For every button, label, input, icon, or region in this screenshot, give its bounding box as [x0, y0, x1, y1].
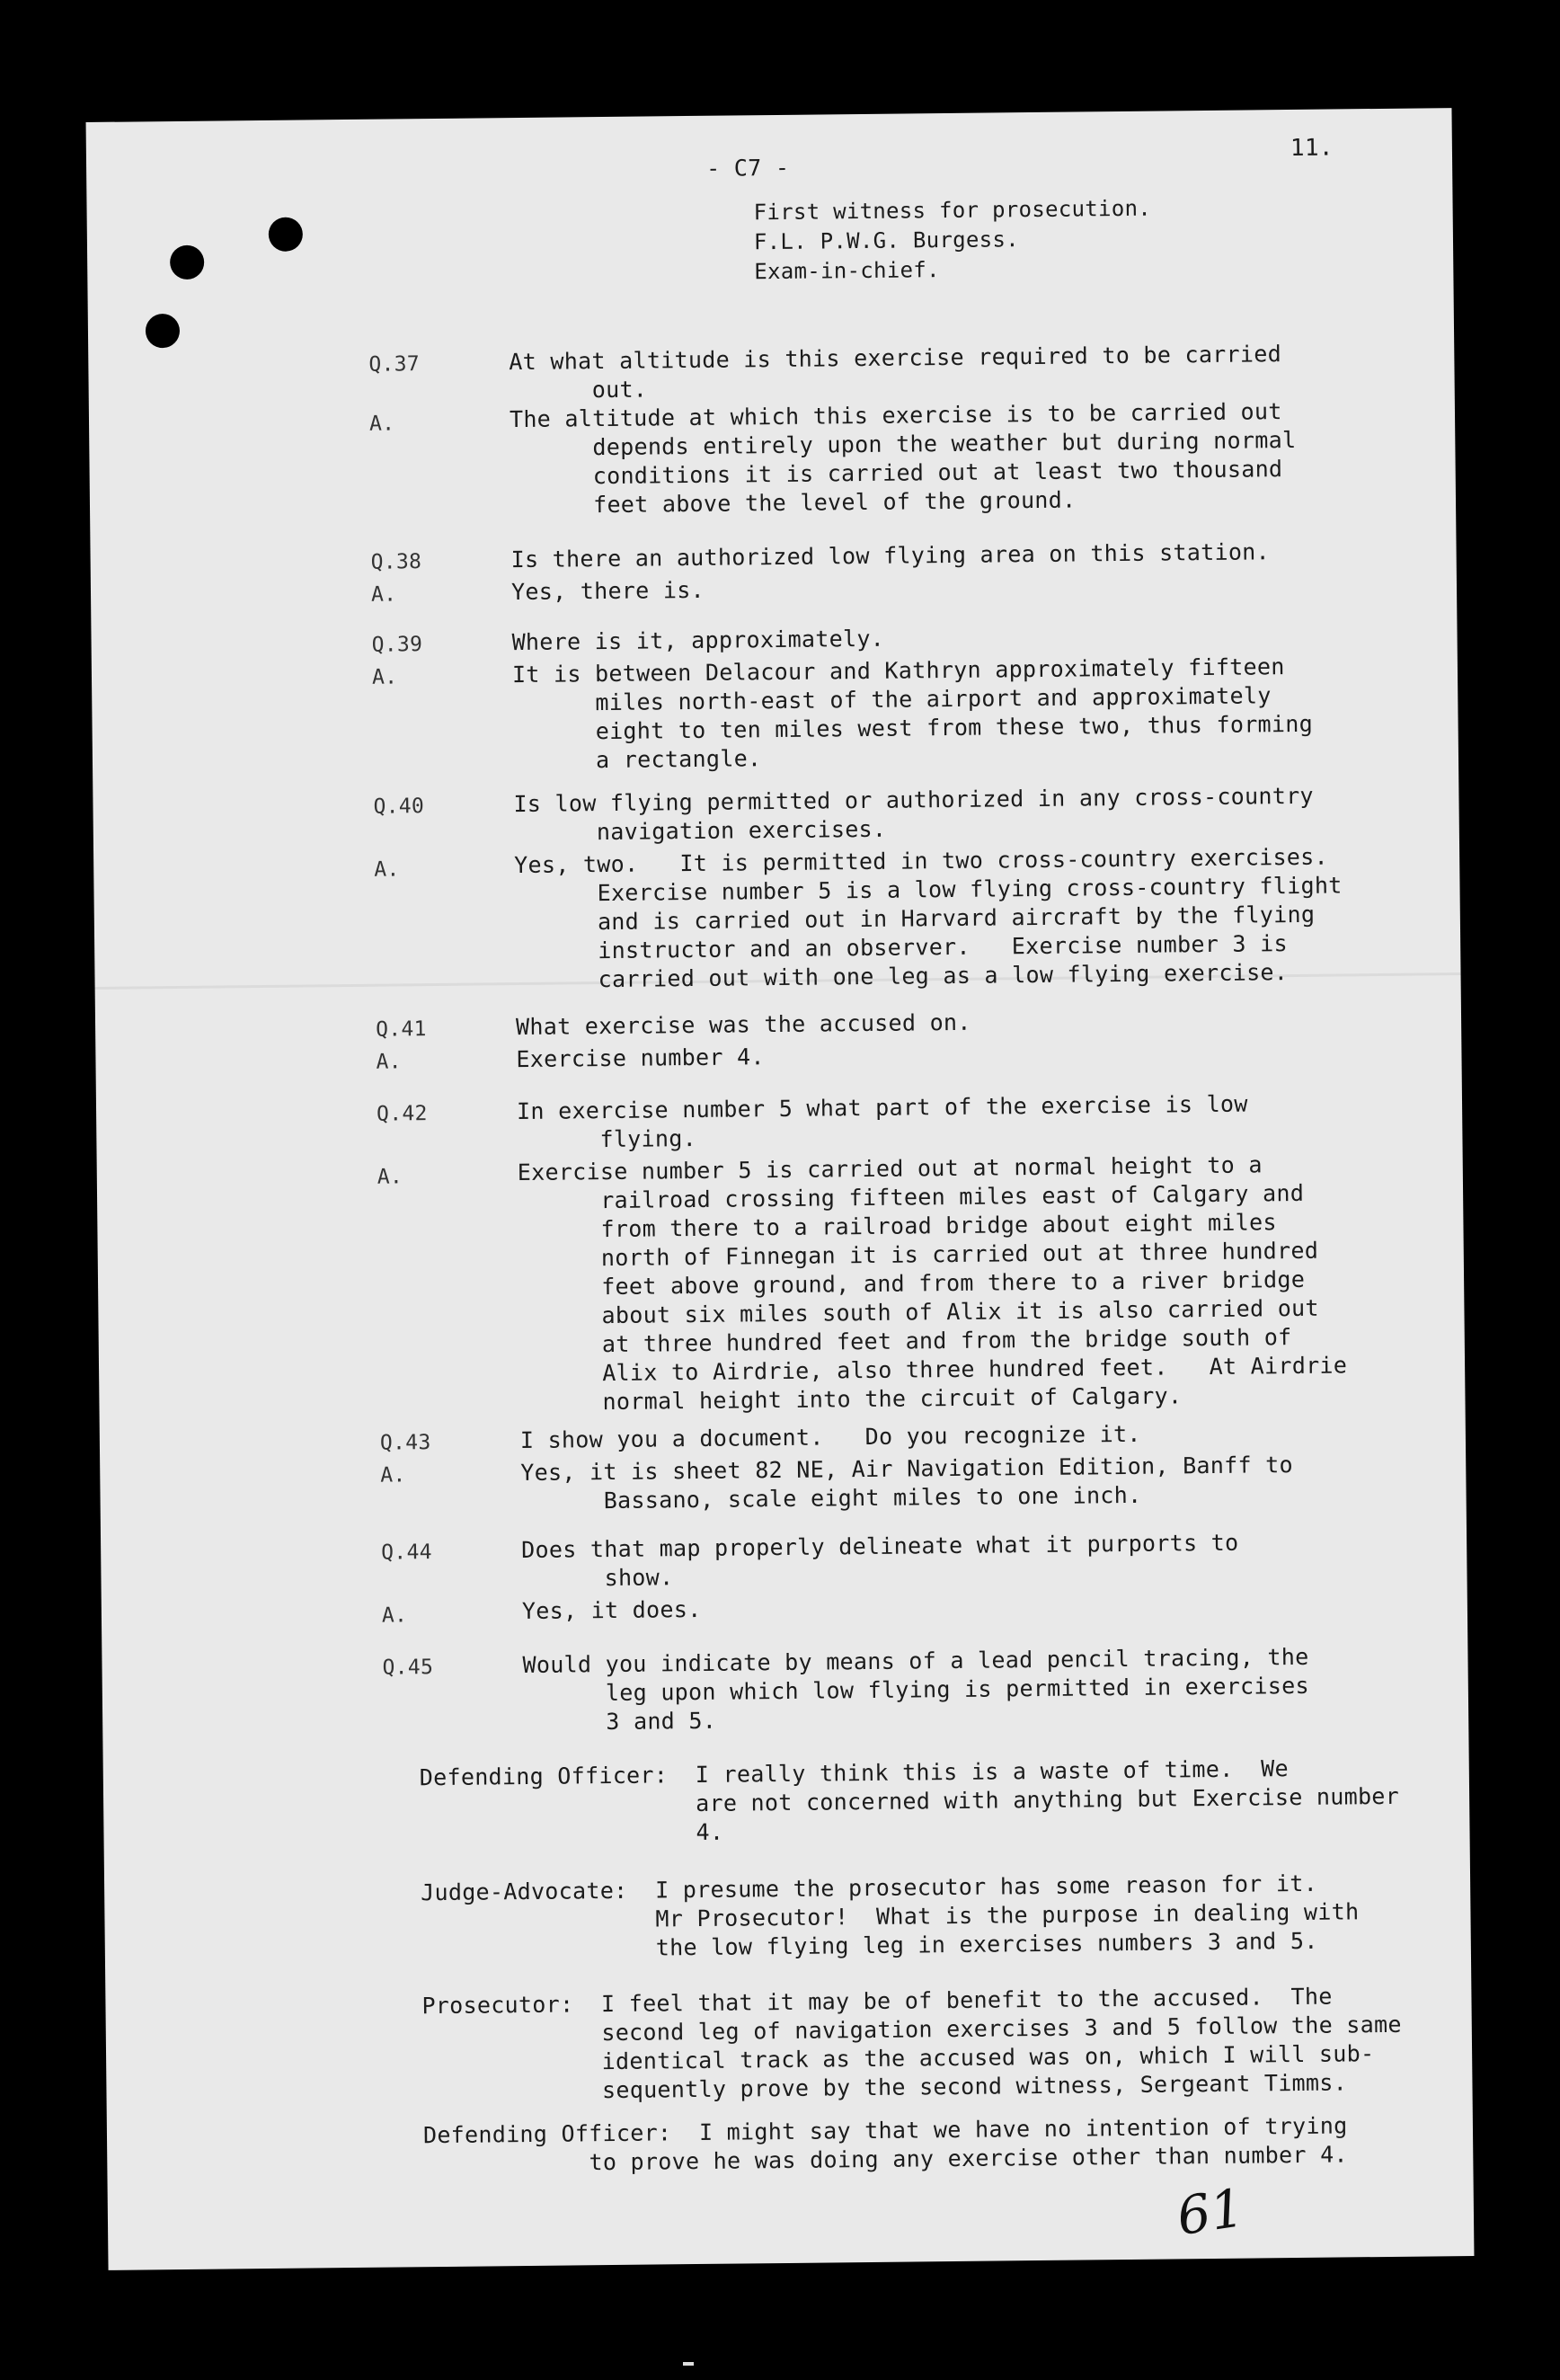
qa-entry-43 [100, 1420, 1466, 1515]
statement-judge-advocate: Judge-Advocate: I presume the prosecutor has some reason for it. Mr Prosecutor! What is the purpose in dealing with the low flying leg in exercises numbers 3 and 5. [421, 1869, 1360, 1964]
witness-line-1: First witness for prosecution. [753, 195, 1152, 226]
qa-entry-41 [95, 1007, 1461, 1074]
question-text: At what altitude is this exercise required to be carried out. [509, 341, 1282, 404]
question-text: I show you a document. Do you recognize it. [519, 1420, 1141, 1454]
witness-line-3: Exam-in-chief. [754, 257, 940, 285]
question-label: Q.41 [375, 1017, 427, 1042]
question-text: Is there an authorized low flying area on this station. [510, 538, 1271, 573]
question-label: Q.43 [379, 1431, 431, 1455]
witness-line-2: F.L. P.W.G. Burgess. [753, 226, 1020, 255]
answer-label: A. [368, 412, 395, 436]
answer-text: Yes, two. It is permitted in two cross-country exercises. Exercise number 5 is a low flying cross-country flight and is carried out in Harvard aircraft by the flying instructor and an observer. Exercise number 3 is carried out with one leg as a low flying exercise. [514, 843, 1343, 994]
question-text: Where is it, approximately. [511, 625, 885, 656]
question-text: Is low flying permitted or authorized in any cross-country navigation exercises. [513, 782, 1314, 847]
qa-entry-44 [101, 1529, 1467, 1628]
answer-label: A. [381, 1603, 408, 1628]
document-page [86, 108, 1475, 2270]
answer-label: A. [371, 665, 398, 689]
answer-label: A. [376, 1050, 402, 1074]
question-label: Q.44 [381, 1541, 432, 1565]
qa-entry-39 [92, 622, 1458, 775]
question-text: Would you indicate by means of a lead pencil tracing, the leg upon which low flying is permitted in exercises 3 and 5. [522, 1643, 1309, 1736]
question-label: Q.37 [368, 352, 421, 377]
question-label: Q.42 [376, 1102, 428, 1126]
question-text: Does that map properly delineate what it purports to show. [521, 1529, 1239, 1593]
statement-defending-officer-1: Defending Officer: I really think this is a waste of time. We are not concerned with anything but Exercise number 4. [419, 1755, 1400, 1849]
witness-heading [753, 194, 1151, 288]
page-label: - C7 - [705, 154, 790, 182]
punch-hole-bottom [146, 314, 180, 348]
punch-hole-top [269, 218, 303, 252]
qa-entry-38 [91, 538, 1457, 607]
answer-text: It is between Delacour and Kathryn approximately fifteen miles north-east of the airport and approximately eight to ten miles west from these two, thus forming a rectangle. [511, 653, 1314, 775]
punch-hole-middle [170, 245, 204, 280]
question-label: Q.39 [371, 633, 423, 657]
qa-entry-40 [93, 782, 1458, 994]
answer-text: Yes, there is. [510, 576, 705, 606]
question-text: In exercise number 5 what part of the exercise is low flying. [516, 1090, 1248, 1154]
page-number: 11. [1290, 134, 1334, 162]
scan-artifact [683, 2362, 694, 2366]
qa-entry-42 [96, 1090, 1462, 1416]
statement-prosecutor: Prosecutor: I feel that it may be of benefit to the accused. The second leg of navigation exercises 3 and 5 follow the same identical track as the accused was on, which I will sub- sequently prove by the second witness, Sergeant Timms. [421, 1983, 1402, 2106]
question-label: Q.45 [382, 1656, 434, 1680]
answer-text: The altitude at which this exercise is to be carried out depends entirely upon the weather but during normal conditions it is carried out at least two thousand feet above the level of the ground. [509, 398, 1297, 520]
answer-text: Yes, it does. [521, 1595, 702, 1625]
answer-label: A. [374, 857, 400, 882]
answer-text: Exercise number 5 is carried out at normal height to a railroad crossing fifteen miles east of Calgary and from there to a railroad bridge about eight miles north of Finnegan it is carried out at three hundred feet above ground, and from there to a river bridge about six miles south of Alix it is also carried out at three hundred feet and from the bridge south of Alix to Airdrie, also three hundred feet. At Airdrie normal height into the circuit of Calgary. [517, 1151, 1348, 1416]
question-label: Q.40 [373, 795, 425, 819]
question-text: What exercise was the accused on. [515, 1008, 971, 1041]
qa-entry-37 [88, 341, 1454, 520]
handwritten-page-mark: 61 [1173, 2176, 1249, 2248]
answer-label: A. [370, 582, 397, 607]
answer-text: Yes, it is sheet 82 NE, Air Navigation Edition, Banff to Bassano, scale eight miles to one inch. [520, 1452, 1294, 1515]
statement-defending-officer-2: Defending Officer: I might say that we have no intention of trying to prove he was doing any exercise other than number 4. [422, 2112, 1348, 2178]
question-label: Q.38 [370, 550, 422, 574]
qa-entry-45 [102, 1643, 1467, 1736]
answer-label: A. [377, 1165, 403, 1189]
answer-text: Exercise number 4. [516, 1043, 765, 1073]
answer-label: A. [380, 1463, 406, 1488]
